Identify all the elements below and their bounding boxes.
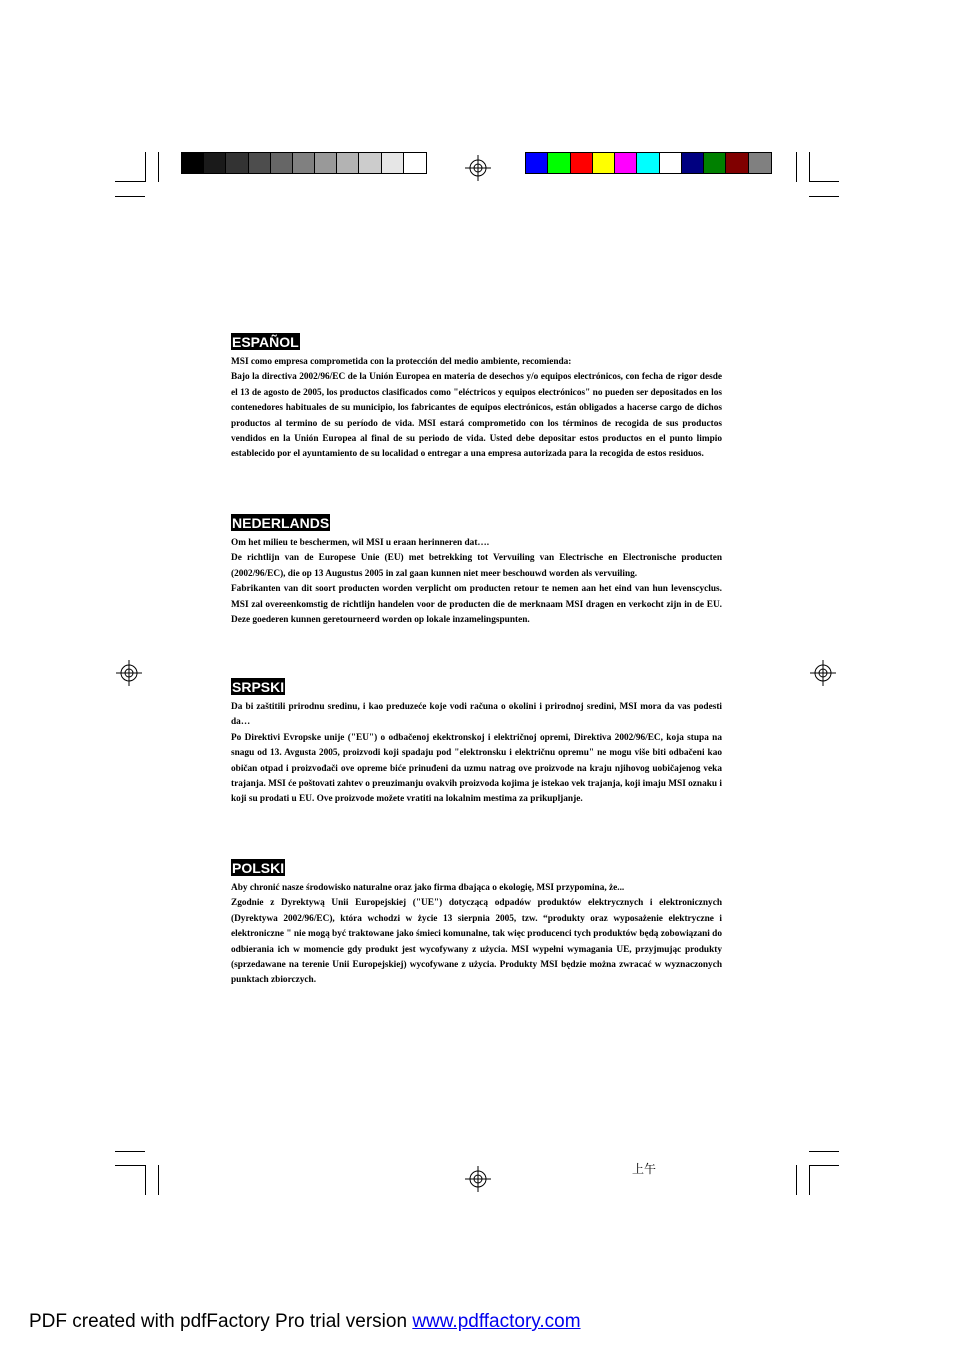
registration-mark-icon — [465, 155, 491, 181]
paragraph: Om het milieu te beschermen, wil MSI u eraan herinneren dat…. — [231, 538, 490, 548]
color-bar — [525, 152, 772, 174]
color-swatch — [548, 153, 570, 173]
color-swatch — [249, 153, 271, 173]
color-swatch — [226, 153, 248, 173]
color-swatch — [315, 153, 337, 173]
crop-mark — [809, 1165, 839, 1166]
section-espanol — [231, 333, 722, 463]
crop-mark — [115, 181, 145, 182]
crop-mark — [809, 1165, 810, 1195]
section-nederlands — [231, 514, 722, 628]
color-swatch — [615, 153, 637, 173]
crop-mark — [809, 181, 839, 182]
color-swatch — [382, 153, 404, 173]
section-heading: POLSKI — [232, 860, 285, 876]
color-swatch — [404, 153, 426, 173]
crop-mark — [115, 196, 145, 197]
page-number: 上午 — [632, 1162, 657, 1176]
registration-mark-icon — [810, 660, 836, 686]
paragraph: Da bi zaštitili prirodnu sredinu, i kao preduzeće koje vodi računa o okolini i prirodnoj sredini, MSI mora da vas podesti da… — [231, 702, 722, 728]
crop-mark — [145, 1165, 146, 1195]
footer-link[interactable]: www.pdffactory.com — [412, 1311, 581, 1332]
color-swatch — [749, 153, 771, 173]
pdf-footer — [29, 1311, 581, 1333]
crop-mark — [158, 1165, 159, 1195]
color-swatch — [593, 153, 615, 173]
section-srpski — [231, 678, 722, 808]
color-swatch — [359, 153, 381, 173]
paragraph: De richtlijn van de Europese Unie (EU) met betrekking tot Vervuiling van Electrische en Electronische producten (2002/96/EC), die op 13 Augustus 2005 in zal gaan kunnen niet meer beschouwd worden als vervuiling. — [231, 553, 722, 579]
crop-mark — [145, 152, 146, 182]
paragraph: Fabrikanten van dit soort producten worden verplicht om producten retour te nemen aan het eind van hun levenscyclus. MSI zal overeenkomstig de richtlijn handelen voor de producten die de merknaam MSI dragen en verkocht zijn in de EU. Deze goederen kunnen geretourneerd worden op lokale inzamelingspunten. — [231, 584, 722, 626]
color-swatch — [526, 153, 548, 173]
gray-color-bar — [181, 152, 427, 174]
crop-mark — [115, 1165, 145, 1166]
section-polski — [231, 859, 722, 989]
color-swatch — [637, 153, 659, 173]
color-swatch — [660, 153, 682, 173]
color-swatch — [704, 153, 726, 173]
section-heading: SRPSKI — [232, 679, 285, 695]
color-swatch — [682, 153, 704, 173]
color-swatch — [182, 153, 204, 173]
color-swatch — [293, 153, 315, 173]
section-heading: ESPAÑOL — [232, 334, 299, 350]
paragraph: Zgodnie z Dyrektywą Unii Europejskiej ("UE") dotyczącą odpadów produktów elektrycznych i elektronicznych (Dyrektywa 2002/96/EC), która wchodzi w życie 13 sierpnia 2005, tzw. “produkty oraz wyposażenie elektryczne i elektroniczne " nie mogą być traktowane jako śmieci komunalne, tak więc producenci tych produktów będą zobowiązani do odbierania ich w momencie gdy produkt jest wycofywany z użycia. MSI wypełni wymagania UE, przyjmując produkty (sprzedawane na terenie Unii Europejskiej) wycofywane z użycia. Produkty MSI będzie można zwracać w wyznaczonych punktach zbiorczych. — [231, 898, 722, 986]
registration-mark-icon — [465, 1166, 491, 1192]
crop-mark — [115, 1151, 145, 1152]
color-swatch — [571, 153, 593, 173]
color-swatch — [204, 153, 226, 173]
color-swatch — [271, 153, 293, 173]
paragraph: MSI como empresa comprometida con la protección del medio ambiente, recomienda: — [231, 357, 572, 367]
paragraph: Aby chronić nasze środowisko naturalne oraz jako firma dbająca o ekologię, MSI przypomina, że... — [231, 883, 625, 893]
registration-mark-icon — [116, 660, 142, 686]
section-heading: NEDERLANDS — [232, 515, 330, 531]
paragraph: Bajo la directiva 2002/96/EC de la Unión Europea en materia de desechos y/o equipos electrónicos, con fecha de rigor desde el 13 de agosto de 2005, los productos clasificados como "eléctricos y equipos electrónicos" no pueden ser depositados en los contenedores habituales de su municipio, los fabricantes de equipos electrónicos, están obligados a hacerse cargo de dichos productos al termino de su período de vida. MSI estará comprometido con los términos de recogida de sus productos vendidos en la Unión Europea al final de su periodo de vida. Usted debe depositar estos productos en el punto limpio establecido por el ayuntamiento de su localidad o entregar a una empresa autorizada para la recogida de estos residuos. — [231, 372, 722, 460]
crop-mark — [809, 152, 810, 182]
paragraph: Po Direktivi Evropske unije ("EU") o odbačenoj ekektronskoj i električnoj opremi, Direktiva 2002/96/EC, koja stupa na snagu od 13. Avgusta 2005, proizvodi koji spadaju pod "elektronsku i električnu opremu" ne mogu više biti odbačeni kao običan otpad i proizvođači ove opreme biće prinuđeni da uzmu natrag ove proizvode na kraju njihovog uobičajenog veka trajanja. MSI će poštovati zahtev o preuzimanju ovakvih proizvoda kojima je istekao vek trajanja, koji imaju MSI oznaku i koji su prodati u EU. Ove proizvode možete vratiti na lokalnim mestima za prikupljanje. — [231, 732, 722, 805]
crop-mark — [809, 1151, 839, 1152]
footer-text: PDF created with pdfFactory Pro trial version — [29, 1311, 413, 1332]
color-swatch — [726, 153, 748, 173]
crop-mark — [809, 196, 839, 197]
crop-mark — [158, 152, 159, 182]
crop-mark — [796, 1165, 797, 1195]
color-swatch — [337, 153, 359, 173]
crop-mark — [796, 152, 797, 182]
